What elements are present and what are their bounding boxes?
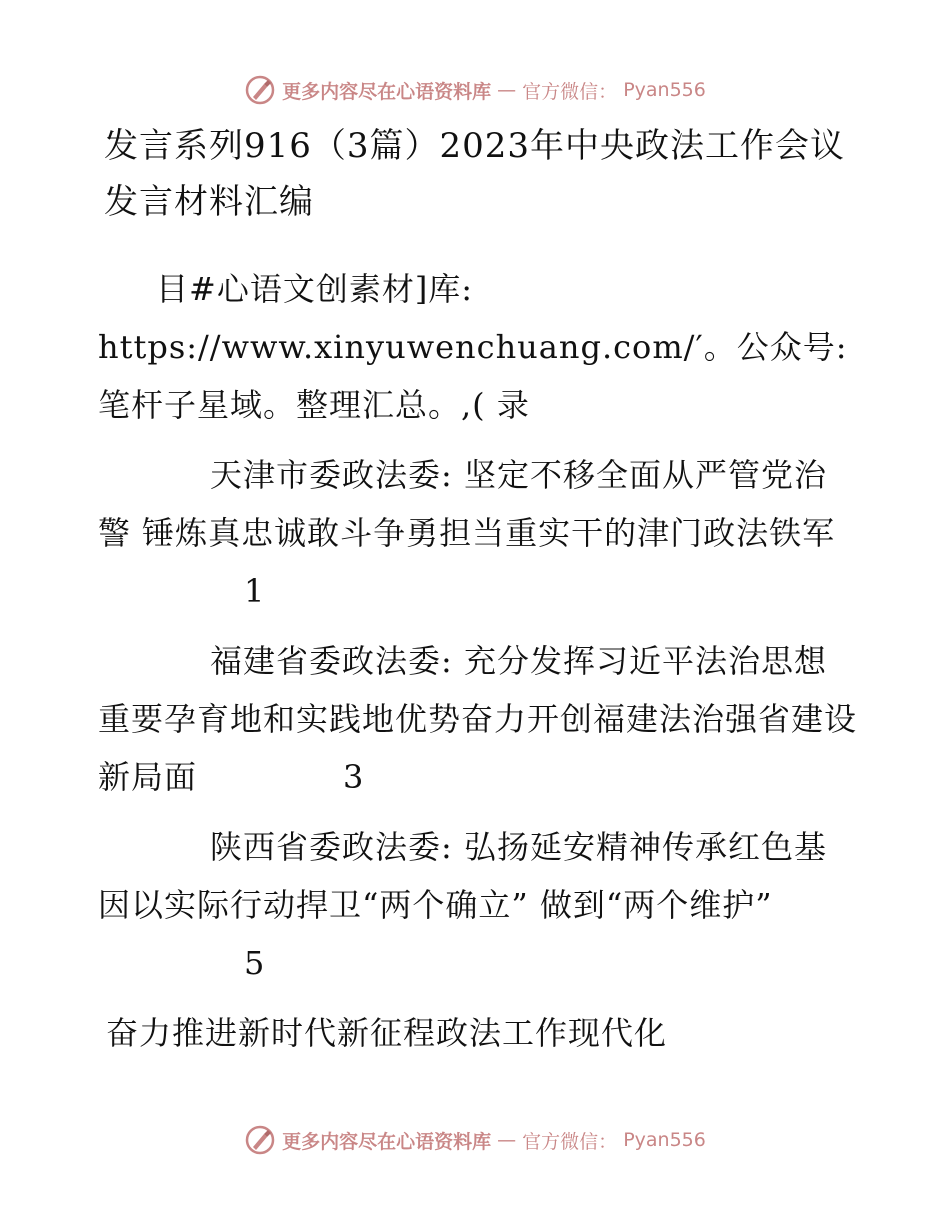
document-body — [98, 118, 858, 1062]
toc-item-title: 陕西省委政法委: 弘扬延安精神传承红色基因以实际行动捍卫“两个确立” 做到“两个维护” — [98, 828, 827, 924]
pen-logo-icon — [244, 1124, 276, 1156]
watermark-wechat-id: Pyan556 — [623, 1129, 706, 1151]
watermark-wechat-label: 官方微信： — [522, 80, 618, 103]
toc-item-title: 天津市委政法委: 坚定不移全面从严管党治警 锤炼真忠诚敢斗争勇担当重实干的津门政法铁军 — [98, 456, 836, 552]
watermark-dash: — — [497, 1129, 517, 1151]
closing-heading: 奋力推进新时代新征程政法工作现代化 — [106, 1014, 668, 1052]
toc-item-page: 1 — [244, 572, 266, 610]
toc-item-page: 3 — [343, 758, 365, 796]
toc-item-3 — [98, 818, 858, 992]
watermark-main-text: 更多内容尽在心语资料库 — [282, 80, 492, 103]
toc-item-page: 5 — [244, 944, 266, 982]
toc-item-1 — [98, 446, 858, 620]
toc-item-2 — [98, 632, 858, 806]
footer-watermark — [0, 1120, 950, 1160]
watermark-wechat-id: Pyan556 — [623, 79, 706, 101]
watermark-wechat-label: 官方微信： — [522, 1130, 618, 1153]
watermark-main-text: 更多内容尽在心语资料库 — [282, 1130, 492, 1153]
watermark-inner — [244, 74, 706, 106]
watermark-dash: — — [497, 79, 517, 101]
document-title: 发言系列916（3篇）2023年中央政法工作会议发言材料汇编 — [104, 126, 846, 222]
header-watermark — [0, 70, 950, 110]
toc-heading: 目#心语文创素材]库: https://www.xinyuwenchuang.com/′。公众号: 笔杆子星域。整理汇总。,( 录 — [98, 270, 848, 424]
toc-item-title: 福建省委政法委: 充分发挥习近平法治思想重要孕育地和实践地优势奋力开创福建法治强省建设新局面 — [98, 642, 858, 796]
pen-logo-icon — [244, 74, 276, 106]
watermark-inner — [244, 1124, 706, 1156]
